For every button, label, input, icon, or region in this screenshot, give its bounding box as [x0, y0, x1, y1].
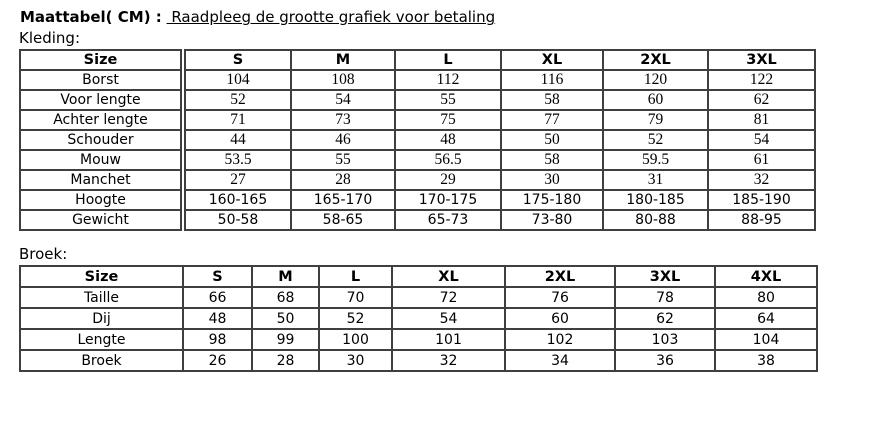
size-value: 76	[505, 287, 615, 308]
table-row	[20, 210, 815, 230]
page-title	[20, 8, 880, 27]
size-value: 120	[603, 70, 708, 90]
table-row	[20, 90, 815, 110]
size-value: 60	[505, 308, 615, 329]
size-value: 58	[501, 90, 603, 110]
size-value: 98	[183, 329, 252, 350]
size-value: 50	[501, 130, 603, 150]
table-header-row	[20, 50, 815, 70]
size-value: 30	[501, 170, 603, 190]
column-header: M	[252, 266, 319, 287]
table-row	[20, 350, 817, 371]
size-value: 48	[183, 308, 252, 329]
size-value: 99	[252, 329, 319, 350]
table-row	[20, 70, 815, 90]
size-value: 64	[715, 308, 817, 329]
size-value: 77	[501, 110, 603, 130]
size-value: 103	[615, 329, 715, 350]
size-value: 56.5	[395, 150, 501, 170]
size-value: 79	[603, 110, 708, 130]
size-value: 58	[501, 150, 603, 170]
size-value: 66	[183, 287, 252, 308]
column-header: Size	[20, 50, 183, 70]
kleding-section-label: Kleding:	[19, 29, 81, 47]
size-value: 52	[319, 308, 392, 329]
size-value: 80-88	[603, 210, 708, 230]
size-value: 80	[715, 287, 817, 308]
size-value: 54	[392, 308, 505, 329]
row-label: Voor lengte	[20, 90, 183, 110]
size-value: 112	[395, 70, 501, 90]
size-value: 52	[603, 130, 708, 150]
table-row	[20, 150, 815, 170]
size-value: 101	[392, 329, 505, 350]
size-value: 26	[183, 350, 252, 371]
size-value: 46	[291, 130, 395, 150]
size-value: 53.5	[183, 150, 291, 170]
row-label: Taille	[20, 287, 183, 308]
column-header: 4XL	[715, 266, 817, 287]
size-value: 29	[395, 170, 501, 190]
table-row	[20, 287, 817, 308]
size-value: 59.5	[603, 150, 708, 170]
column-header: XL	[392, 266, 505, 287]
size-value: 62	[615, 308, 715, 329]
size-value: 70	[319, 287, 392, 308]
column-header: XL	[501, 50, 603, 70]
column-header: 3XL	[615, 266, 715, 287]
column-header: L	[395, 50, 501, 70]
size-value: 180-185	[603, 190, 708, 210]
column-header: 3XL	[708, 50, 815, 70]
column-header: L	[319, 266, 392, 287]
size-value: 54	[291, 90, 395, 110]
size-value: 28	[252, 350, 319, 371]
row-label: Dij	[20, 308, 183, 329]
size-value: 62	[708, 90, 815, 110]
size-value: 165-170	[291, 190, 395, 210]
table-row	[20, 110, 815, 130]
size-value: 32	[392, 350, 505, 371]
table-row	[20, 190, 815, 210]
size-value: 104	[715, 329, 817, 350]
size-value: 34	[505, 350, 615, 371]
row-label: Schouder	[20, 130, 183, 150]
broek-section-label: Broek:	[19, 245, 68, 263]
size-value: 72	[392, 287, 505, 308]
size-value: 61	[708, 150, 815, 170]
row-label: Achter lengte	[20, 110, 183, 130]
size-value: 160-165	[183, 190, 291, 210]
size-value: 30	[319, 350, 392, 371]
row-label: Hoogte	[20, 190, 183, 210]
broek-size-table	[19, 265, 818, 372]
size-value: 122	[708, 70, 815, 90]
section-spacer	[19, 231, 880, 246]
size-value: 100	[319, 329, 392, 350]
size-value: 102	[505, 329, 615, 350]
table-header-row	[20, 266, 817, 287]
kleding-size-table	[19, 49, 816, 231]
size-value: 60	[603, 90, 708, 110]
size-value: 28	[291, 170, 395, 190]
size-value: 54	[708, 130, 815, 150]
table-row	[20, 308, 817, 329]
size-value: 75	[395, 110, 501, 130]
size-value: 31	[603, 170, 708, 190]
size-value: 68	[252, 287, 319, 308]
size-value: 48	[395, 130, 501, 150]
size-value: 73-80	[501, 210, 603, 230]
table-row	[20, 130, 815, 150]
size-value: 55	[291, 150, 395, 170]
size-chart-note: Raadpleeg de grootte grafiek voor betaling	[166, 8, 496, 26]
table-row	[20, 329, 817, 350]
size-value: 38	[715, 350, 817, 371]
size-value: 50-58	[183, 210, 291, 230]
column-header: 2XL	[603, 50, 708, 70]
size-value: 36	[615, 350, 715, 371]
row-label: Mouw	[20, 150, 183, 170]
row-label: Manchet	[20, 170, 183, 190]
size-value: 32	[708, 170, 815, 190]
size-value: 170-175	[395, 190, 501, 210]
column-header: 2XL	[505, 266, 615, 287]
size-value: 78	[615, 287, 715, 308]
size-value: 71	[183, 110, 291, 130]
size-value: 116	[501, 70, 603, 90]
size-value: 50	[252, 308, 319, 329]
size-value: 65-73	[395, 210, 501, 230]
row-label: Borst	[20, 70, 183, 90]
row-label: Lengte	[20, 329, 183, 350]
size-value: 44	[183, 130, 291, 150]
size-value: 52	[183, 90, 291, 110]
column-header: S	[183, 50, 291, 70]
row-label: Gewicht	[20, 210, 183, 230]
page-title-label: Maattabel( CM) :	[20, 8, 162, 26]
column-header: S	[183, 266, 252, 287]
size-value: 81	[708, 110, 815, 130]
row-label: Broek	[20, 350, 183, 371]
table-row	[20, 170, 815, 190]
column-header: M	[291, 50, 395, 70]
size-value: 88-95	[708, 210, 815, 230]
size-value: 175-180	[501, 190, 603, 210]
size-value: 185-190	[708, 190, 815, 210]
size-value: 58-65	[291, 210, 395, 230]
size-value: 104	[183, 70, 291, 90]
column-header: Size	[20, 266, 183, 287]
size-value: 55	[395, 90, 501, 110]
size-value: 108	[291, 70, 395, 90]
size-value: 73	[291, 110, 395, 130]
size-value: 27	[183, 170, 291, 190]
